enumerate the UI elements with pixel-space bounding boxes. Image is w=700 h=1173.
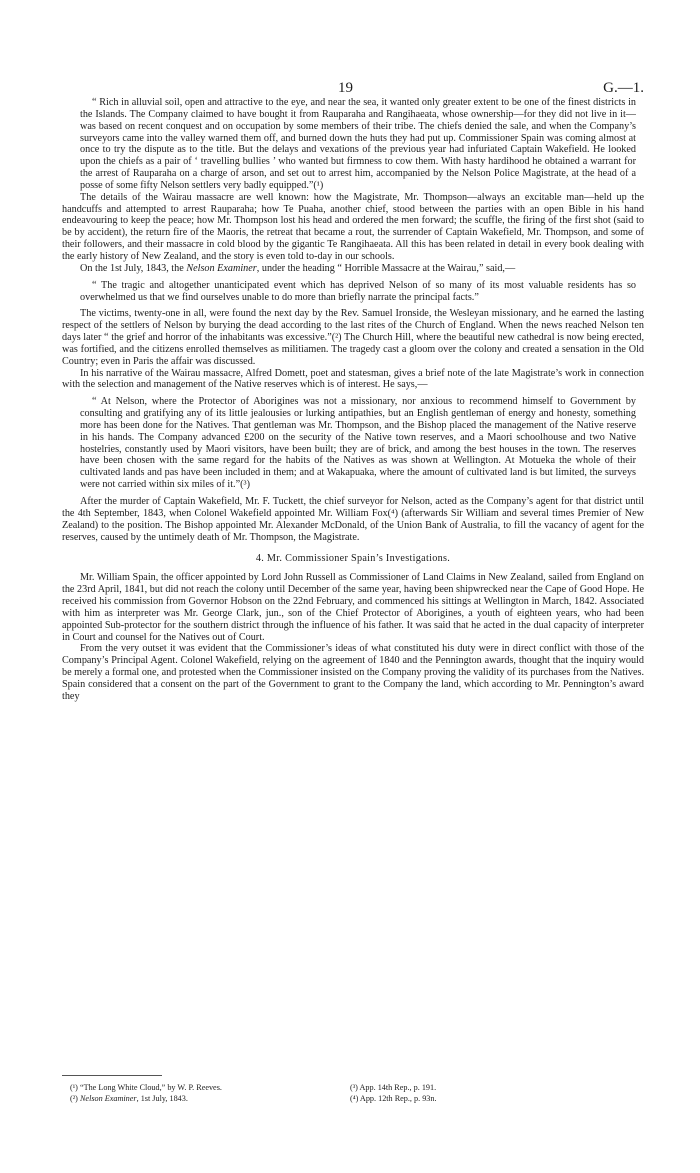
footnote-1: (¹) “The Long White Cloud,” by W. P. Reeves. <box>70 1083 222 1092</box>
footnote-4: (⁴) App. 12th Rep., p. 93n. <box>350 1093 437 1103</box>
quote-paragraph-2: “ The tragic and altogether unanticipated event which has deprived Nelson of so many of its most valuable residents has so overwhelmed us that we find ourselves unable to do more than briefly narrate the principal facts.” <box>80 279 636 303</box>
footnote-divider <box>62 1075 162 1076</box>
newspaper-title: Nelson Examiner <box>186 262 257 274</box>
quote-paragraph-1: “ Rich in alluvial soil, open and attractive to the eye, and near the sea, it wanted only greater extent to be one of the finest districts in the Islands. The Company claimed to have bought it from Rauparaha and Rangihaeata, whose ownership—for they did not live in it—was based on recent conquest and on occupation by some members of their tribe. The chiefs denied the sale, and when the Company’s surveyors came into the valley warned them off, and burned down the huts they had put up. Commissioner Spain was coming almost at once to try the dispute as to the title. But the delays and vexations of the previous year had infuriated Captain Wakefield. He looked upon the chiefs as a pair of ‘ travelling bullies ’ who wanted but firmness to cow them. With hasty hardihood he obtained a warrant for the arrest of Rauparaha on a charge of arson, and set out to arrest him, accompanied by the Nelson Police Magistrate, at the head of a posse of some fifty Nelson settlers very badly equipped.”(¹) <box>80 97 636 191</box>
paragraph-tuckett: After the murder of Captain Wakefield, Mr. F. Tuckett, the chief surveyor for Nelson, acted as the Company’s agent for that district until the 4th September, 1843, when Colonel Wakefield appointed Mr. William Fox(⁴) (afterwards Sir William and several times Premier of New Zealand) to the position. The Bishop appointed Mr. Alexander McDonald, of the Union Bank of Australia, to fill the vacancy of agent for the reserves, caused by the untimely death of Mr. Thompson, the Magistrate. <box>62 496 644 543</box>
paragraph-wairau-details: The details of the Wairau massacre are well known: how the Magistrate, Mr. Thompson—always an excitable man—held up the handcuffs and attempted to arrest Rauparaha; how Te Puaha, another chief, stood between the parties with an open Bible in his hand endeavouring to keep the peace; how Mr. Thompson lost his head and ordered the men forward; the scuffle, the firing of the first shot (said to be by accident), the return fire of the Maoris, the retreat that became a rout, the surrender of Captain Wakefield, Mr. Thompson, and some of their followers, and their massacre in cold blood by the gigantic Te Rangihaeata. All this has been related in detail in every book dealing with the early history of New Zealand, and the story is even told to-day in our schools. <box>62 191 644 262</box>
document-reference: G.—1. <box>603 80 644 96</box>
page-body <box>62 97 644 703</box>
paragraph-nelson-examiner <box>62 263 644 275</box>
section-heading: 4. Mr. Commissioner Spain’s Investigations. <box>255 553 451 565</box>
footnotes-right <box>350 1083 437 1104</box>
footnote-newspaper: Nelson Examiner <box>79 1093 137 1103</box>
paragraph-domett: In his narrative of the Wairau massacre, Alfred Domett, poet and statesman, gives a brief note of the late Magistrate’s work in connection with the selection and management of the Native reserves which is of interest. He says,— <box>62 367 644 391</box>
footnote-3: (³) App. 14th Rep., p. 191. <box>350 1083 437 1092</box>
paragraph-commissioner-conflict: From the very outset it was evident that the Commissioner’s ideas of what constituted his duty were in direct conflict with those of the Company’s Principal Agent. Colonel Wakefield, relying on the agreement of 1840 and the Pennington awards, thought that the inquiry would be merely a formal one, and protested when the Commissioner insisted on the Company proving the validity of its purchases from the Natives. Spain considered that a consent on the part of the Government to grant to the Company the land, which according to Mr. Pennington’s award they <box>62 643 644 702</box>
footnote-mark: (²) <box>70 1093 80 1103</box>
footnote-text: , 1st July, 1843. <box>136 1093 188 1103</box>
page-number: 19 <box>338 80 353 96</box>
text-run: , under the heading “ Horrible Massacre at the Wairau,” said,— <box>256 262 516 274</box>
quote-paragraph-3: “ At Nelson, where the Protector of Aborigines was not a missionary, nor anxious to recommend himself to Government by consulting and gratifying any of its little jealousies or lurking antipathies, but an English gentleman of energy and honesty, something more has been done for the Natives. That gentleman was Mr. Thompson, and the Bishop placed the management of the Native reserve in his hands. The Company advanced £200 on the security of the Native town reserves, and a Maori schoolhouse and two Native hostelries, constantly used by Maori visitors, have been built; they are of brick, and among the best houses in the town. The reserves have been chosen with the same regard for the habits of the Natives as was shown at Wellington. At Motueka the whole of their cultivated lands and pas have been included in them; and at Wakapuaka, where the amount of cultivated land is but limited, the surveys were not carried within six miles of it.”(³) <box>80 396 636 491</box>
text-run: On the 1st July, 1843, the <box>80 262 187 274</box>
paragraph-spain: Mr. William Spain, the officer appointed by Lord John Russell as Commissioner of Land Claims in New Zealand, sailed from England on the 23rd April, 1841, but did not reach the colony until December of the same year, having been shipwrecked near the Cape of Good Hope. He received his commission from Governor Hobson on the 22nd February, and commenced his sittings at Wellington in March, 1842. Associated with him as interpreter was Mr. George Clark, jun., son of the Chief Protector of Aborigines, a youth of eighteen years, who had been appointed Sub-protector for the southern district through the influence of his father. It was said that he acted in the dual capacity of interpreter in Court and counsel for the Natives out of Court. <box>62 572 644 643</box>
footnote-2 <box>70 1094 222 1105</box>
paragraph-victims: The victims, twenty-one in all, were found the next day by the Rev. Samuel Ironside, the Wesleyan missionary, and he earned the lasting respect of the settlers of Nelson by burying the dead according to the last rites of the Church of England. When the news reached Nelson ten days later “ the grief and horror of the inhabitants was excessive.”(²) The Church Hill, where the beautiful new cathedral is now being erected, was fortified, and the citizens enrolled themselves as militiamen. The tragedy cast a gloom over the colony and created a sensation in the Old Country; even in Paris the affair was discussed. <box>62 308 644 367</box>
footnotes-left <box>70 1083 222 1104</box>
